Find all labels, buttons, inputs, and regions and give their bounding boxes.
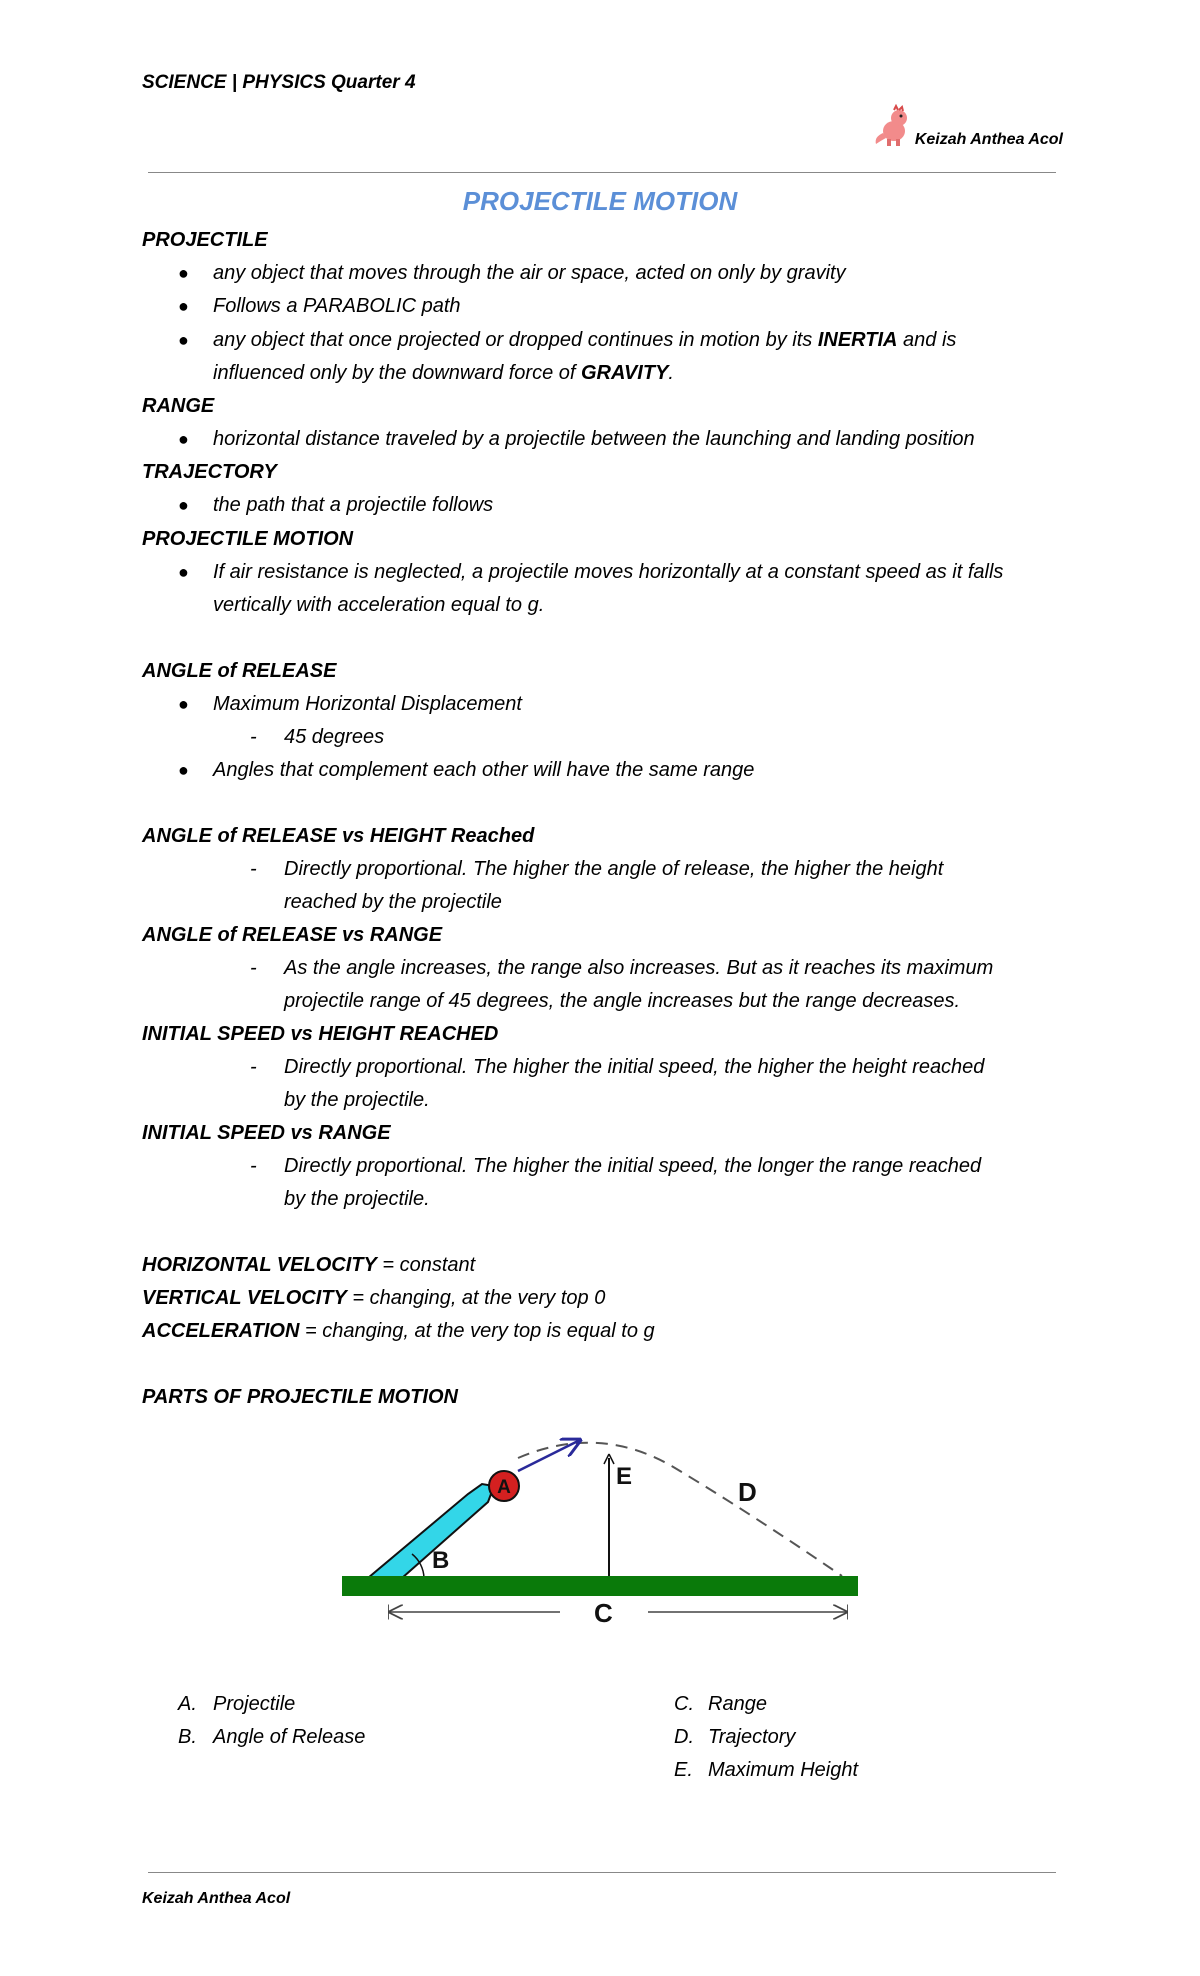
horizontal-velocity-label: HORIZONTAL VELOCITY — [142, 1254, 377, 1276]
dash-glyph: - — [250, 726, 257, 748]
angle-vs-height-line-2: reached by the projectile — [284, 891, 502, 913]
header-author: Keizah Anthea Acol — [914, 131, 1063, 148]
speed-vs-height-line-2: by the projectile. — [284, 1089, 430, 1111]
heading-projectile: PROJECTILE — [142, 229, 268, 251]
trajectory-bullet-1: the path that a projectile follows — [213, 494, 494, 516]
projectile-bullet-3-line-1 — [213, 326, 956, 354]
speed-vs-range-line-1: Directly proportional. The higher the initial speed, the longer the range reached — [284, 1155, 982, 1177]
vertical-velocity-line — [142, 1284, 605, 1312]
horizontal-velocity-value: = constant — [376, 1254, 476, 1276]
label-c: C — [594, 1598, 613, 1628]
projectile-motion-bullet-line-1: If air resistance is neglected, a projectile moves horizontally at a constant speed as it falls — [213, 561, 1004, 583]
ground-bar — [342, 1576, 858, 1596]
speed-vs-range-line-2: by the projectile. — [284, 1188, 430, 1210]
projectile-bullet-3-line-2 — [213, 359, 674, 387]
velocity-arrow — [518, 1440, 580, 1471]
document-title: PROJECTILE MOTION — [462, 186, 738, 216]
horizontal-velocity-line — [142, 1251, 475, 1279]
dash-glyph: - — [250, 957, 257, 979]
angle-release-sub-1: 45 degrees — [284, 726, 385, 748]
text-run: influenced only by the downward force of — [213, 362, 581, 384]
acceleration-line — [142, 1317, 655, 1345]
parts-item-e-label: Maximum Height — [708, 1759, 859, 1781]
header-rule — [148, 172, 1056, 173]
trajectory-path — [518, 1443, 842, 1576]
inertia-term: INERTIA — [817, 329, 898, 351]
label-d: D — [738, 1477, 757, 1507]
heading-angle-vs-range: ANGLE of RELEASE vs RANGE — [142, 924, 443, 946]
parts-item-b-label: Angle of Release — [213, 1726, 366, 1748]
angle-vs-height-line-1: Directly proportional. The higher the angle of release, the higher the height — [284, 858, 944, 880]
acceleration-value: = changing, at the very top is equal to g — [304, 1320, 655, 1342]
bullet-glyph: ● — [178, 694, 189, 714]
dash-glyph: - — [250, 1056, 257, 1078]
text-run: . — [668, 362, 674, 384]
gravity-term: GRAVITY — [581, 362, 669, 384]
heading-parts: PARTS OF PROJECTILE MOTION — [142, 1386, 458, 1408]
bullet-glyph: ● — [178, 562, 189, 582]
heading-angle-vs-height: ANGLE of RELEASE vs HEIGHT Reached — [142, 825, 535, 847]
angle-release-bullet-1: Maximum Horizontal Displacement — [213, 693, 522, 715]
text-run: any object that once projected or dropped continues in motion by its — [213, 329, 818, 351]
projectile-bullet-1: any object that moves through the air or space, acted on only by gravity — [213, 262, 846, 284]
dash-glyph: - — [250, 1155, 257, 1177]
bullet-glyph: ● — [178, 263, 189, 283]
projectile-motion-diagram — [330, 1428, 870, 1628]
bullet-glyph: ● — [178, 330, 189, 350]
parts-item-e-marker: E. — [674, 1759, 693, 1781]
parts-item-c-marker: C. — [674, 1693, 694, 1715]
parts-item-b-marker: B. — [178, 1726, 197, 1748]
heading-angle-of-release: ANGLE of RELEASE — [142, 660, 337, 682]
projectile-bullet-2: Follows a PARABOLIC path — [213, 295, 461, 317]
bullet-glyph: ● — [178, 495, 189, 515]
dinosaur-mascot-icon — [872, 104, 916, 148]
parts-item-a-marker: A. — [178, 1693, 197, 1715]
parts-item-d-marker: D. — [674, 1726, 694, 1748]
cannon-barrel — [368, 1484, 494, 1578]
bullet-glyph: ● — [178, 429, 189, 449]
heading-projectile-motion: PROJECTILE MOTION — [142, 528, 354, 550]
heading-speed-vs-range: INITIAL SPEED vs RANGE — [142, 1122, 391, 1144]
angle-vs-range-line-1: As the angle increases, the range also increases. But as it reaches its maximum — [284, 957, 994, 979]
heading-trajectory: TRAJECTORY — [142, 461, 277, 483]
heading-range: RANGE — [142, 395, 215, 417]
footer-rule — [148, 1872, 1056, 1873]
footer-author: Keizah Anthea Acol — [142, 1890, 291, 1907]
vertical-velocity-value: = changing, at the very top 0 — [346, 1287, 606, 1309]
label-e: E — [616, 1463, 633, 1490]
angle-vs-range-line-2: projectile range of 45 degrees, the angle increases but the range decreases. — [284, 990, 960, 1012]
projectile-motion-bullet-line-2: vertically with acceleration equal to g. — [213, 594, 545, 616]
angle-release-bullet-2: Angles that complement each other will have the same range — [213, 759, 755, 781]
speed-vs-height-line-1: Directly proportional. The higher the initial speed, the higher the height reached — [284, 1056, 985, 1078]
label-a: A — [497, 1477, 511, 1498]
vertical-velocity-label: VERTICAL VELOCITY — [142, 1287, 347, 1309]
acceleration-label: ACCELERATION — [142, 1320, 305, 1342]
parts-item-a-label: Projectile — [213, 1693, 296, 1715]
header-title: SCIENCE | PHYSICS Quarter 4 — [142, 72, 416, 93]
parts-item-d-label: Trajectory — [708, 1726, 796, 1748]
parts-item-c-label: Range — [708, 1693, 767, 1715]
bullet-glyph: ● — [178, 760, 189, 780]
heading-speed-vs-height: INITIAL SPEED vs HEIGHT REACHED — [142, 1023, 499, 1045]
bullet-glyph: ● — [178, 296, 189, 316]
range-bullet-1: horizontal distance traveled by a projectile between the launching and landing position — [213, 428, 975, 450]
text-run: and is — [897, 329, 957, 351]
dash-glyph: - — [250, 858, 257, 880]
label-b: B — [432, 1547, 450, 1574]
